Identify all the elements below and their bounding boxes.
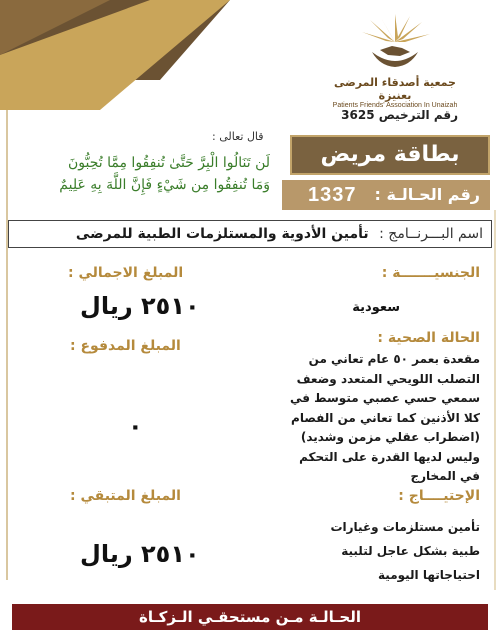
need-value: تأمين مستلزمات وغيارات طبية بشكل عاجل لتلبية احتياجاتها اليومية	[330, 520, 480, 582]
quran-verse	[10, 152, 270, 196]
health-label: الحالة الصحية :	[377, 330, 480, 346]
total-amount-label: المبلغ الاجمالي :	[68, 265, 184, 281]
corner-decoration	[0, 0, 230, 110]
case-number-row	[282, 180, 490, 210]
verse-line-2: وَمَا تُنفِقُوا مِن شَيْءٍ فَإِنَّ اللَّهَ بِهِ عَلِيمٌ	[59, 177, 270, 193]
nationality-label: الجنسيـــــــة :	[381, 265, 480, 281]
zakat-eligibility-banner: الحـالـة مـن مستحقـي الـزكـاة	[12, 604, 488, 630]
program-label: اسم البـــرنــامج :	[379, 226, 483, 242]
left-border-line	[6, 110, 8, 580]
right-border-line	[494, 210, 496, 590]
program-value: تأمين الأدوية والمستلزمات الطبية للمرضى	[75, 226, 369, 242]
remaining-amount-value: ٢٥١٠ ريال	[80, 540, 200, 568]
paid-amount-label: المبلغ المدفوع :	[70, 338, 181, 354]
paid-amount-value: ٠	[128, 412, 143, 440]
org-name-arabic: جمعية أصدقاء المرضى بعنيزة	[334, 76, 456, 102]
case-number: 1337	[308, 184, 357, 206]
health-value: مقعدة بعمر ٥٠ عام تعاني من التصلب اللويحي المتعدد وضعف سمعي حسي عصبي متوسط في كلا الأذنين كما تعاني من الفصام (اضطراب عقلي مزمن وشديد) وليس لديها القدرة على التحكم في المخارج	[289, 352, 480, 483]
org-name-english: Patients Friends' Association In Unaizah	[332, 102, 458, 109]
handshake-sun-logo-icon	[350, 12, 440, 74]
need-label: الإحتيــــاج :	[398, 488, 480, 504]
card-title: بطاقة مريض	[290, 135, 490, 175]
nationality-value: سعودية	[352, 300, 400, 315]
organization-logo	[320, 12, 470, 109]
verse-intro: قال تعالى :	[212, 130, 264, 143]
program-field	[8, 220, 492, 248]
verse-line-1: لَن تَنَالُوا الْبِرَّ حَتَّىٰ تُنفِقُوا مِمَّا تُحِبُّونَ	[68, 155, 270, 171]
total-amount-value: ٢٥١٠ ريال	[80, 292, 200, 320]
license-number: رقم الترخيص 3625	[341, 108, 458, 122]
case-label: رقم الحـالـة :	[374, 185, 480, 204]
remaining-amount-label: المبلغ المتبقي :	[70, 488, 181, 504]
